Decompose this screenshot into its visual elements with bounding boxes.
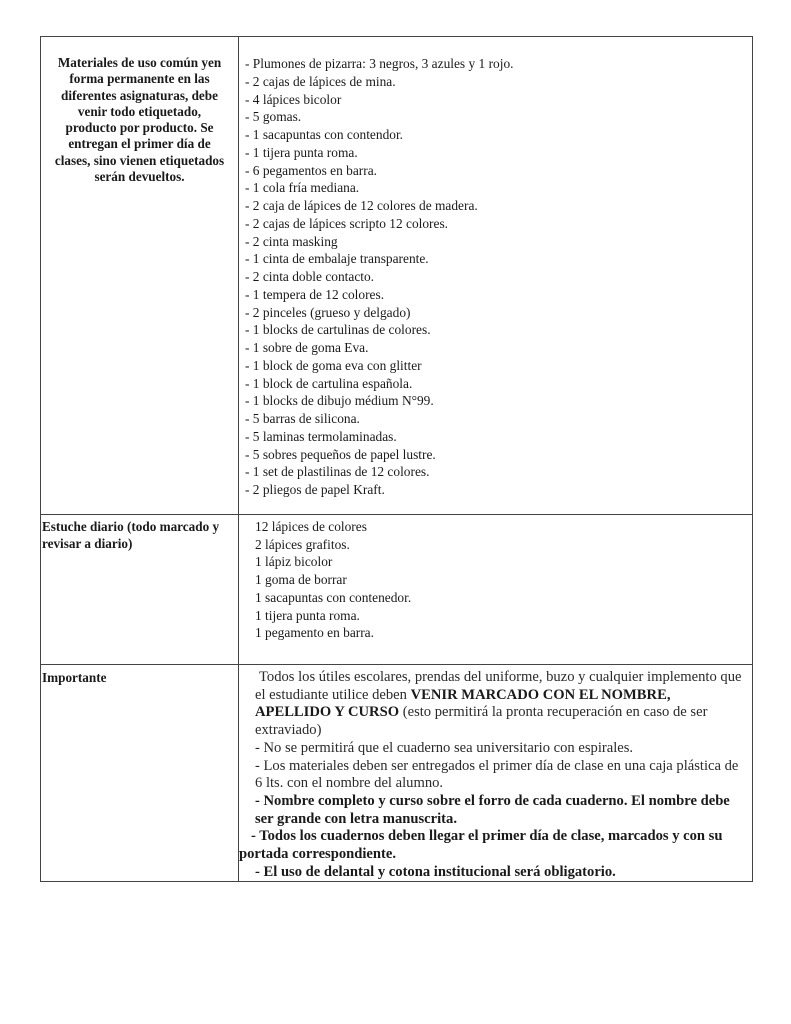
row-importante: [41, 665, 753, 882]
estuche-list: [239, 515, 752, 642]
row-estuche: [41, 515, 753, 665]
list-item: - 1 set de plastilinas de 12 colores.: [245, 464, 430, 480]
list-item: 1 pegamento en barra.: [255, 625, 374, 641]
list-item: - 6 pegamentos en barra.: [245, 162, 377, 178]
list-item: - 2 cajas de lápices scripto 12 colores.: [245, 215, 449, 231]
note-delantal: - El uso de delantal y cotona institucional será obligatorio.: [255, 863, 616, 880]
note-marking-start: Todos los útiles escolares, prendas del uniforme, buzo y cualquier implemento que el estudiante utilice deben: [255, 669, 742, 703]
materiales-list: [239, 37, 752, 499]
list-item: - 1 block de goma eva con glitter: [245, 357, 422, 373]
estuche-label: Estuche diario (todo marcado y revisar a diario): [41, 515, 239, 665]
list-item: - Plumones de pizarra: 3 negros, 3 azules y 1 rojo.: [245, 56, 514, 71]
row-materiales: [41, 37, 753, 515]
list-item: - 2 cinta masking: [245, 233, 338, 249]
list-item: - 1 sacapuntas con contendor.: [245, 127, 404, 142]
list-item: - 1 cinta de embalaje transparente.: [245, 251, 429, 267]
importante-label: Importante: [41, 665, 239, 882]
supplies-table: [40, 36, 753, 882]
list-item: - 4 lápices bicolor: [245, 91, 342, 107]
importante-cell: [239, 665, 753, 882]
list-item: - 1 block de cartulina española.: [245, 375, 413, 391]
note-cuadernos-text: - Todos los cuadernos deben llegar el primer día de clase, marcados y con su portada correspondiente.: [239, 828, 723, 863]
list-item: - 1 sobre de goma Eva.: [245, 340, 369, 355]
note-cuaderno: - No se permitirá que el cuaderno sea universitario con espirales.: [255, 739, 634, 756]
list-item: 1 tijera punta roma.: [255, 607, 360, 623]
note-marking: [239, 669, 744, 740]
list-item: 2 lápices grafitos.: [255, 536, 350, 552]
list-item: - 2 pliegos de papel Kraft.: [245, 482, 385, 497]
note-caja: - Los materiales deben ser entregados el primer día de clase en una caja plástica de 6 lts. con el nombre del alumno.: [255, 757, 739, 792]
list-item: 1 lápiz bicolor: [255, 554, 333, 570]
materiales-label: Materiales de uso común yen forma permanente en las diferentes asignaturas, debe venir todo etiquetado, producto por producto. Se entregan el primer día de clases, sino vienen etiquetados serán devueltos.: [41, 37, 239, 515]
estuche-cell: [239, 515, 753, 665]
note-marking-end: (esto permitirá la pronta recuperación en caso de ser extraviado): [255, 704, 708, 739]
list-item: - 2 caja de lápices de 12 colores de madera.: [245, 198, 478, 213]
list-item: - 5 barras de silicona.: [245, 411, 360, 426]
list-item: - 5 laminas termolaminadas.: [245, 428, 397, 444]
importante-notes: [239, 665, 752, 881]
list-item: - 5 sobres pequeños de papel lustre.: [245, 446, 436, 462]
note-marking-bold: VENIR MARCADO CON EL NOMBRE, APELLIDO Y CURSO: [255, 686, 671, 721]
list-item: - 5 gomas.: [245, 109, 302, 125]
list-item: - 1 blocks de cartulinas de colores.: [245, 322, 431, 338]
list-item: - 2 cajas de lápices de mina.: [245, 73, 396, 89]
list-item: - 1 blocks de dibujo médium N°99.: [245, 393, 434, 409]
list-item: 1 sacapuntas con contenedor.: [255, 589, 412, 605]
list-item: - 2 pinceles (grueso y delgado): [245, 304, 411, 320]
list-item: - 2 cinta doble contacto.: [245, 269, 375, 284]
list-item: - 1 cola fría mediana.: [245, 180, 360, 196]
note-cuadernos: [239, 828, 744, 863]
materiales-cell: [239, 37, 753, 515]
list-item: 1 goma de borrar: [255, 572, 347, 588]
note-nombre: - Nombre completo y curso sobre el forro de cada cuaderno. El nombre debe ser grande con letra manuscrita.: [255, 792, 730, 827]
list-item: 12 lápices de colores: [255, 519, 367, 534]
list-item: - 1 tijera punta roma.: [245, 144, 358, 160]
list-item: - 1 tempera de 12 colores.: [245, 286, 385, 302]
